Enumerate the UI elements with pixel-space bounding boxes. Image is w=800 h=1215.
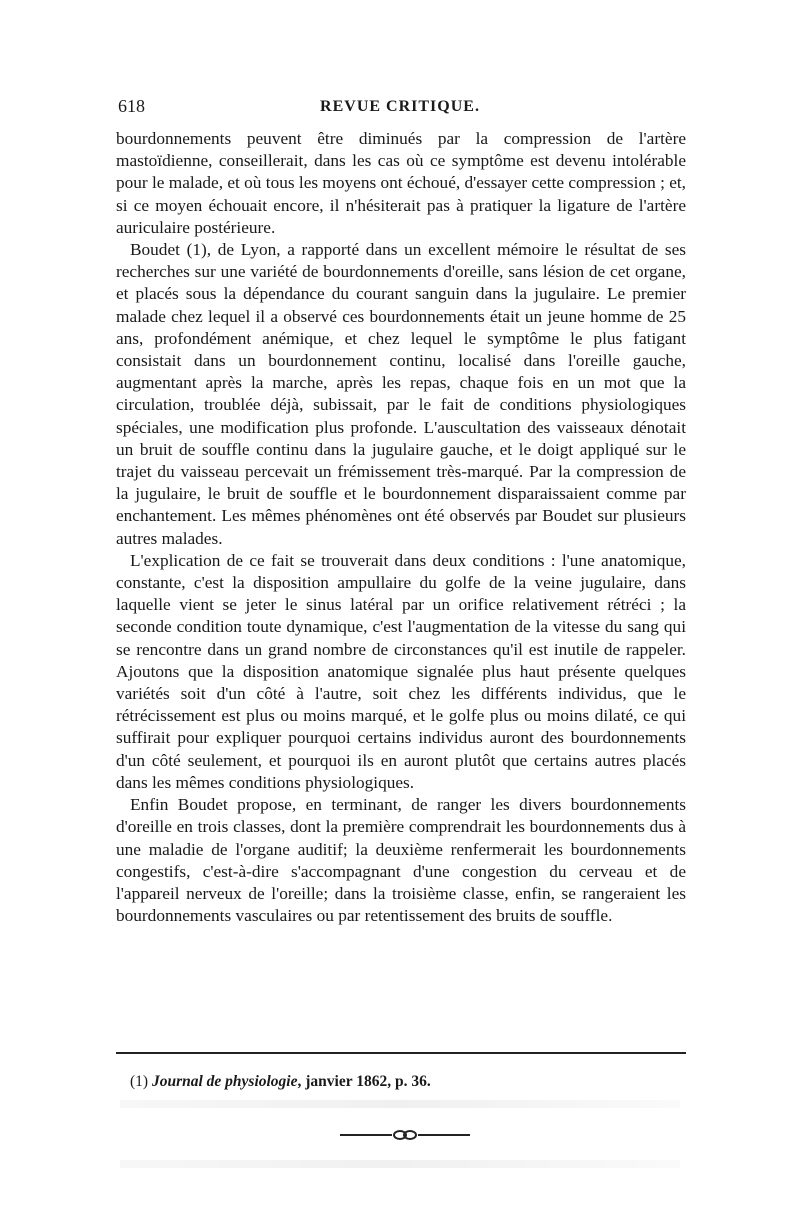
paragraph: Boudet (1), de Lyon, a rapporté dans un excellent mémoire le résultat de ses recherches sur une variété de bourdonnements d'oreille, sans lésion de cet organe, et placés sous la dépendance du courant sanguin dans la jugulaire. Le premier malade chez lequel il a observé ces bourdonnements était un jeune homme de 25 ans, profondément anémique, et chez lequel le symptôme le plus fatigant consistait dans un bourdonnement continu, localisé dans l'oreille gauche, augmentant après la marche, après les repas, chaque fois en un mot que la circulation, troublée déjà, subissait, par le fait de conditions physiologiques spéciales, une modification plus profonde. L'auscultation des vaisseaux dénotait un bruit de souffle continu dans la jugulaire gauche, et le doigt appliqué sur le trajet du vaisseau percevait un frémissement très-marqué. Par la compression de la jugulaire, le bruit de souffle et le bourdonnement disparaissaient comme par enchantement. Les mêmes phénomènes ont été observés par Boudet sur plusieurs autres malades. — [116, 240, 686, 548]
running-head: REVUE CRITIQUE. — [320, 98, 480, 115]
footnote-citation: , janvier 1862, p. 36. — [297, 1073, 431, 1090]
footnote — [130, 1072, 686, 1092]
footnote-journal: Journal de physiologie — [151, 1073, 298, 1090]
paragraph: bourdonnements peuvent être diminués par la compression de l'artère mastoïdienne, conseillerait, dans les cas où ce symptôme est devenu intolérable pour le malade, et où tous les moyens ont échoué, d'essayer cette compression ; et, si ce moyen échouait encore, il n'hésiterait pas à pratiquer la ligature de l'artère auriculaire postérieure. — [116, 129, 686, 237]
paragraph: Enfin Boudet propose, en terminant, de ranger les divers bourdonnements d'oreille en trois classes, dont la première comprendrait les bourdonnements dus à une maladie de l'organe auditif; la deuxième renfermerait les bourdonnements congestifs, c'est-à-dire s'accompagnant d'une congestion du cerveau et de l'appareil nerveux de l'oreille; dans la troisième classe, enfin, se rangeraient les bourdonnements vasculaires ou par retentissement des bruits de souffle. — [116, 795, 686, 926]
footnote-marker: (1) — [130, 1073, 149, 1090]
paragraph: L'explication de ce fait se trouverait dans deux conditions : l'une anatomique, constante, c'est la disposition ampullaire du golfe de la veine jugulaire, dans laquelle vient se jeter le sinus latéral par un orifice relativement rétréci ; la seconde condition toute dynamique, c'est l'augmentation de la vitesse du sang qui se rencontre dans un grand nombre de circonstances qu'il est inutile de rappeler. Ajoutons que la disposition anatomique signalée plus haut présente quelques variétés soit d'un côté à l'autre, soit chez les différents individus, que le rétrécissement est plus ou moins marqué, et le golfe plus ou moins dilaté, ce qui suffirait pour expliquer pourquoi certains individus auront des bourdonnements d'un côté seulement, et pourquoi ils en auront plutôt que certains autres placés dans les mêmes conditions physiologiques. — [116, 550, 686, 792]
page-number: 618 — [118, 96, 145, 116]
footnote-rule — [116, 1052, 686, 1054]
show-through-text — [120, 1160, 680, 1168]
body-text — [116, 128, 686, 927]
page-header — [118, 96, 682, 120]
end-of-section-ornament-icon — [340, 1128, 470, 1142]
show-through-text — [120, 1100, 680, 1108]
